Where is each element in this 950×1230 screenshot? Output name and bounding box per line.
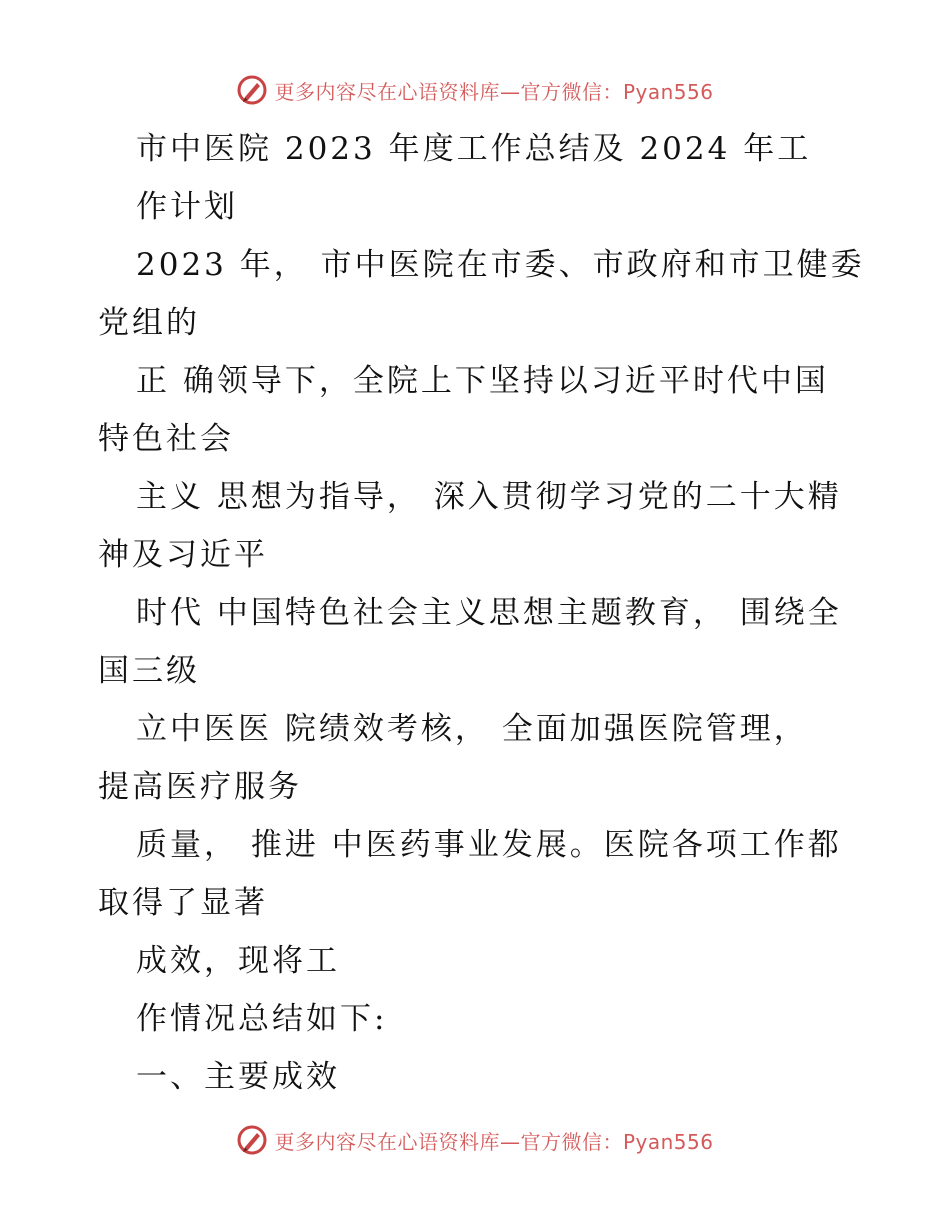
text-line: 提高医疗服务 <box>98 769 302 805</box>
text-line: 立中医医 院绩效考核， 全面加强医院管理， <box>136 711 808 747</box>
text-line: 国三级 <box>98 653 200 689</box>
pen-logo-icon <box>236 1124 268 1156</box>
text-line: 质量， 推进 中医药事业发展。医院各项工作都 <box>136 827 842 863</box>
watermark-group <box>236 74 713 106</box>
document-body <box>98 120 865 1106</box>
watermark-text: 更多内容尽在心语资料库—官方微信：Pyan556 <box>274 1129 714 1154</box>
text-line: 神及习近平 <box>98 537 268 573</box>
text-line: 正 确领导下，全院上下坚持以习近平时代中国 <box>136 363 829 399</box>
text-line: 特色社会 <box>98 421 234 457</box>
text-line: 主义 思想为指导， 深入贯彻学习党的二十大精 <box>136 479 842 515</box>
text-line: 作计划 <box>136 189 238 225</box>
text-line: 成效，现将工 <box>136 943 340 979</box>
watermark-group <box>236 1124 713 1156</box>
watermark-text: 更多内容尽在心语资料库—官方微信：Pyan556 <box>274 79 714 104</box>
text-line: 时代 中国特色社会主义思想主题教育， 围绕全 <box>136 595 842 631</box>
text-line: 作情况总结如下: <box>136 1001 388 1037</box>
text-line: 2023 年， 市中医院在市委、市政府和市卫健委 <box>136 247 865 283</box>
watermark-banner-top <box>0 70 950 110</box>
text-line: 党组的 <box>98 305 200 341</box>
text-line: 取得了显著 <box>98 885 268 921</box>
text-line: 一、主要成效 <box>136 1059 340 1095</box>
pen-logo-icon <box>236 74 268 106</box>
watermark-banner-bottom <box>0 1120 950 1160</box>
text-line: 市中医院 2023 年度工作总结及 2024 年工 <box>136 131 812 167</box>
